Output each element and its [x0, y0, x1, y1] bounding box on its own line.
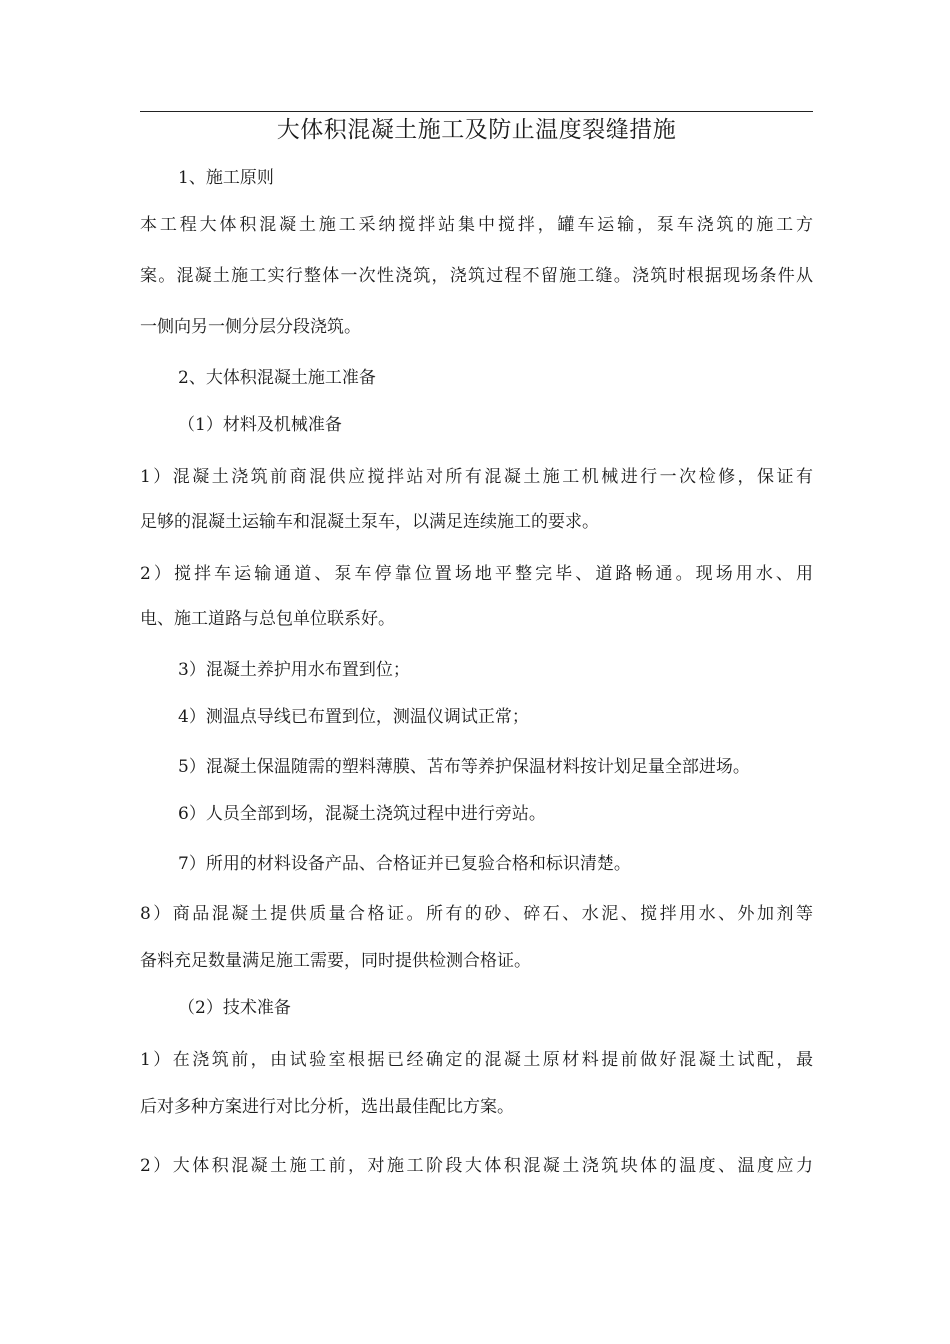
paragraph-line: 一侧向另一侧分层分段浇筑。: [140, 317, 361, 337]
subsection-heading-2: （2）技术准备: [178, 998, 291, 1018]
list-item-line: 备料充足数量满足施工需要，同时提供检测合格证。: [140, 951, 531, 971]
list-item-line: 6）人员全部到场，混凝土浇筑过程中进行旁站。: [178, 804, 546, 824]
document-title: 大体积混凝土施工及防止温度裂缝措施: [276, 117, 677, 143]
list-item-line: 1）混凝土浇筑前商混供应搅拌站对所有混凝土施工机械进行一次检修，保证有: [140, 467, 813, 487]
section-heading-2: 2、大体积混凝土施工准备: [178, 368, 376, 388]
list-item-line: 后对多种方案进行对比分析，选出最佳配比方案。: [140, 1097, 514, 1117]
paragraph-line: 本工程大体积混凝土施工采纳搅拌站集中搅拌，罐车运输，泵车浇筑的施工方: [140, 215, 813, 235]
list-item-line: 足够的混凝土运输车和混凝土泵车，以满足连续施工的要求。: [140, 512, 599, 532]
header-rule: [140, 111, 813, 112]
section-heading-1: 1、施工原则: [178, 168, 274, 188]
list-item-line: 3）混凝土养护用水布置到位；: [178, 660, 410, 680]
subsection-heading-1: （1）材料及机械准备: [178, 415, 342, 435]
list-item-line: 8）商品混凝土提供质量合格证。所有的砂、碎石、水泥、搅拌用水、外加剂等: [140, 904, 813, 924]
list-item-line: 2）搅拌车运输通道、泵车停靠位置场地平整完毕、道路畅通。现场用水、用: [140, 564, 813, 584]
list-item-line: 4）测温点导线已布置到位，测温仪调试正常；: [178, 707, 529, 727]
list-item-line: 1）在浇筑前，由试验室根据已经确定的混凝土原材料提前做好混凝土试配，最: [140, 1050, 813, 1070]
list-item-line: 电、施工道路与总包单位联系好。: [140, 609, 395, 629]
list-item-line: 2）大体积混凝土施工前，对施工阶段大体积混凝土浇筑块体的温度、温度应力: [140, 1156, 813, 1176]
list-item-line: 7）所用的材料设备产品、合格证并已复验合格和标识清楚。: [178, 854, 631, 874]
list-item-line: 5）混凝土保温随需的塑料薄膜、苫布等养护保温材料按计划足量全部进场。: [178, 757, 750, 777]
paragraph-line: 案。混凝土施工实行整体一次性浇筑，浇筑过程不留施工缝。浇筑时根据现场条件从: [140, 266, 813, 286]
